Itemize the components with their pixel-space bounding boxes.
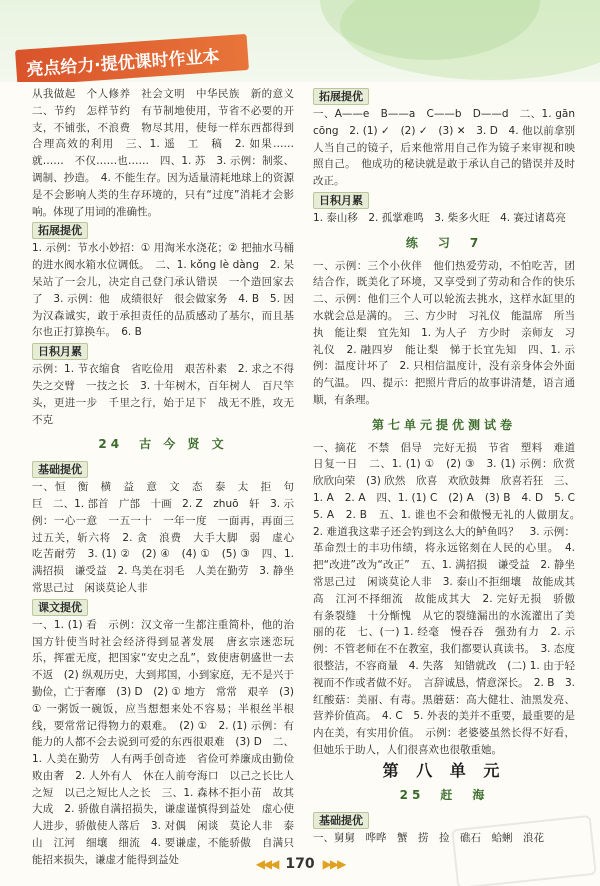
section-heading-extension: 拓展提优 — [32, 222, 88, 239]
answer-paragraph: 一、恒 衡 横 益 意 文 态 泰 太 拒 句 巨 二、1. 部首 广部 十画 2. Z zhuō 轩 3. 示例：一心一意 一五一十 一年一度 一面再，再面三 过五关，斩六将 2. 贪 浪费 大手大脚 弱 虚心 吃苦耐劳 3. (1) ② (2) ④ (4) ① (5) ③ 四、1. 满招损 谦受益 2. 鸟美在羽毛 人美在勤劳 3. 静坐常思己过 闲谈莫论人非 — [32, 481, 305, 594]
lesson-title: 24 古 今 贤 文 — [98, 437, 228, 452]
answer-paragraph: 示例：1. 节衣缩食 省吃俭用 艰苦朴素 2. 求之不得 失之交臂 一技之长 3. 十年树木，百年树人 百尺竿头，更进一步 千里之行，始于足下 战无不胜，攻无不克 — [32, 363, 305, 426]
left-arrows-icon: ◀◀◀ — [255, 857, 278, 871]
lesson-title: 练 习 7 — [405, 235, 483, 250]
section-heading-extension: 拓展提优 — [313, 88, 369, 105]
section-heading-basic: 基础提优 — [313, 812, 369, 829]
answer-paragraph: 1. 示例：节水小妙招：① 用淘米水浇花；② 把抽水马桶的进水阀水箱水位调低。 二、1. kǒng lè dàng 2. 呆呆站了一会儿，决定自己登门承认错误 一个造回家去了 3. 示例：他 成绩很好 很会做家务 4. B 5. 因为汉森诚实，敢于承担责任的品质感动了基尔，而且基尔也正打算换车。 6. B — [32, 242, 294, 339]
answer-paragraph: 从我做起 个人修养 社会文明 中华民族 新的意义 二、节约 怎样节约 有节制地使用，节省不必要的开支，不铺张，不浪费 物尽其用，使每一样东西都得到合理高效的利用 三、1. 遥 工 稿 2. 如果……就…… 不仅……也…… 四、1. 苏 3. 示例：制浆、调制、抄造。 4. 不能生存。因为适量清耗地球上的资源是不会影响人类的生存环境的，只有“过度”消耗才会影响。体现了用词的准确性。 — [32, 88, 305, 218]
answer-paragraph: 一、示例：三个小伙伴 他们热爱劳动，不怕吃苦，团结合作，既美化了环境，又享受到了劳动和合作的快乐 二、示例：他们三个人可以轮流去挑水，这样水缸里的水就会总是满的。 三、方少时 习礼仪 能温席 所当执 能让梨 宜先知 1. 为人子 方少时 亲师友 习礼仪 2. 融四岁 能让梨 悌于长宜先知 四、1. 示例：温度计坏了 2. 只相信温度计，没有亲身体会外面的气温。 四、提示：把照片背后的故事讲清楚，语言通顺，有条理。 — [313, 259, 586, 406]
right-arrows-icon: ▶▶▶ — [322, 857, 345, 871]
page-number: 170 — [285, 856, 315, 872]
answer-paragraph: 一、A——e B——a C——b D——d 二、1. gān cōng 2. (1) ✓ (2) ✓ (3) ✕ 3. D 4. 他以前拿别人当自己的镜子，后来他常用自己作为镜子来审视和映照自己。 他成功的秘诀就是敢于承认自己的错误并及时改正。 — [313, 108, 586, 188]
section-heading-text: 课文提优 — [32, 599, 88, 616]
section-heading-daily: 日积月累 — [32, 343, 88, 360]
section-heading-basic: 基础提优 — [32, 461, 88, 478]
right-column — [313, 86, 586, 847]
answer-paragraph: 1. 泰山移 2. 孤掌难鸣 3. 柴多火旺 4. 赛过诸葛亮 — [313, 211, 566, 224]
answer-paragraph: 一、摘花 不禁 倡导 完好无损 节省 塑料 难道 日复一日 二、1. (1) ① (2) ③ 3. (1) 示例：欣赏 欣欣向荣 (3) 欣然 欣喜 欢欣鼓舞 欣喜若狂 三、1. A 2. A 四、1. (1) C (2) A (3) B 4. D 5. C 5. A 2. B 五、1. 谁也不会和傲慢无礼的人做朋友。 2. 难道我这辈子还会钓到这么大的鲈鱼吗？ 3. 示例：革命烈士的丰功伟绩，将永远铭刻在人民的心里。 4. 把“改进”改为“改正” 五、1. 满招损 谦受益 2. 静坐常思己过 闲谈莫论人非 3. 泰山不拒细壤 故能成其高 江河不择细流 故能成其大 2. 完好无损 骄傲 有条裂缝 十分惭愧 从它的裂缝漏出的水流灌出了美丽的花 七、(一) 1. 经毫 慢吞吞 强劲有力 2. 示例：不管老师在不在教室，我们都要认真读书。 3. 态度很整洁，不容商量 4. 失落 知错就改 (二) 1. 由于轻视而不作或者做不好。 言辞诚恳，情意深长。 2. B 3. 红酸菇：美丽、有毒。黑蘑菇：高大健壮、油黑发亮、营养价值高。 4. C 5. 外表的美并不重要，最重要的是内在美，有实用价值。 示例：老婆婆虽然长得不好看，但她乐于助人，人们很喜欢也很敬重她。 — [313, 441, 586, 756]
unit-test-title: 第七单元提优测试卷 — [371, 417, 516, 432]
answer-paragraph: 一、舅舅 哗哗 蟹 捞 捡 礁石 蛤蜊 浪花 — [313, 832, 544, 845]
page-header — [0, 0, 600, 82]
lesson-title: 25 赶 海 — [399, 788, 489, 803]
section-heading-daily: 日积月累 — [313, 192, 369, 209]
series-banner: 亮点给力·提优课时作业本 — [15, 34, 249, 82]
answer-paragraph: 一、1. (1) 看 示例：汉文帝一生都注重简朴，他的治国方针使当时社会经济得到显著发展 唐玄宗迷恋玩乐，挥霍无度，把国家“安史之乱”，致使唐朝盛世一去不返 (2) 纵观历史，大到邦国，小到家庭，无不是兴于勤俭，亡于奢靡 (3) D (2) ① 地方 常常 艰辛 (3) ① 一粥饭一碗饭，应当想想来处不容易；半根丝半根线，要常常记得物力的艰难。 (2) ① 2. (1) 示例：有能力的人都不会去说到可爱的东西很艰难 (3) D 二、1. 人美在勤劳 人有两手创奇迹 省俭可养廉成由勤俭败由奢 2. 人外有人 休在人前夸海口 以己之长比人之短 以己之短比人之长 三、1. 森林不拒小苗 故其大成 2. 骄傲自满招损失，谦虚谨慎得到益处 虚心使人进步，骄傲使人落后 3. 对偶 闲谈 莫论人非 泰山 江河 细壤 细流 4. 要谦虚，不能骄傲 自满只能招来损失，谦虚才能得到益处 — [32, 618, 294, 866]
unit-title: 第 八 单 元 — [382, 760, 506, 780]
